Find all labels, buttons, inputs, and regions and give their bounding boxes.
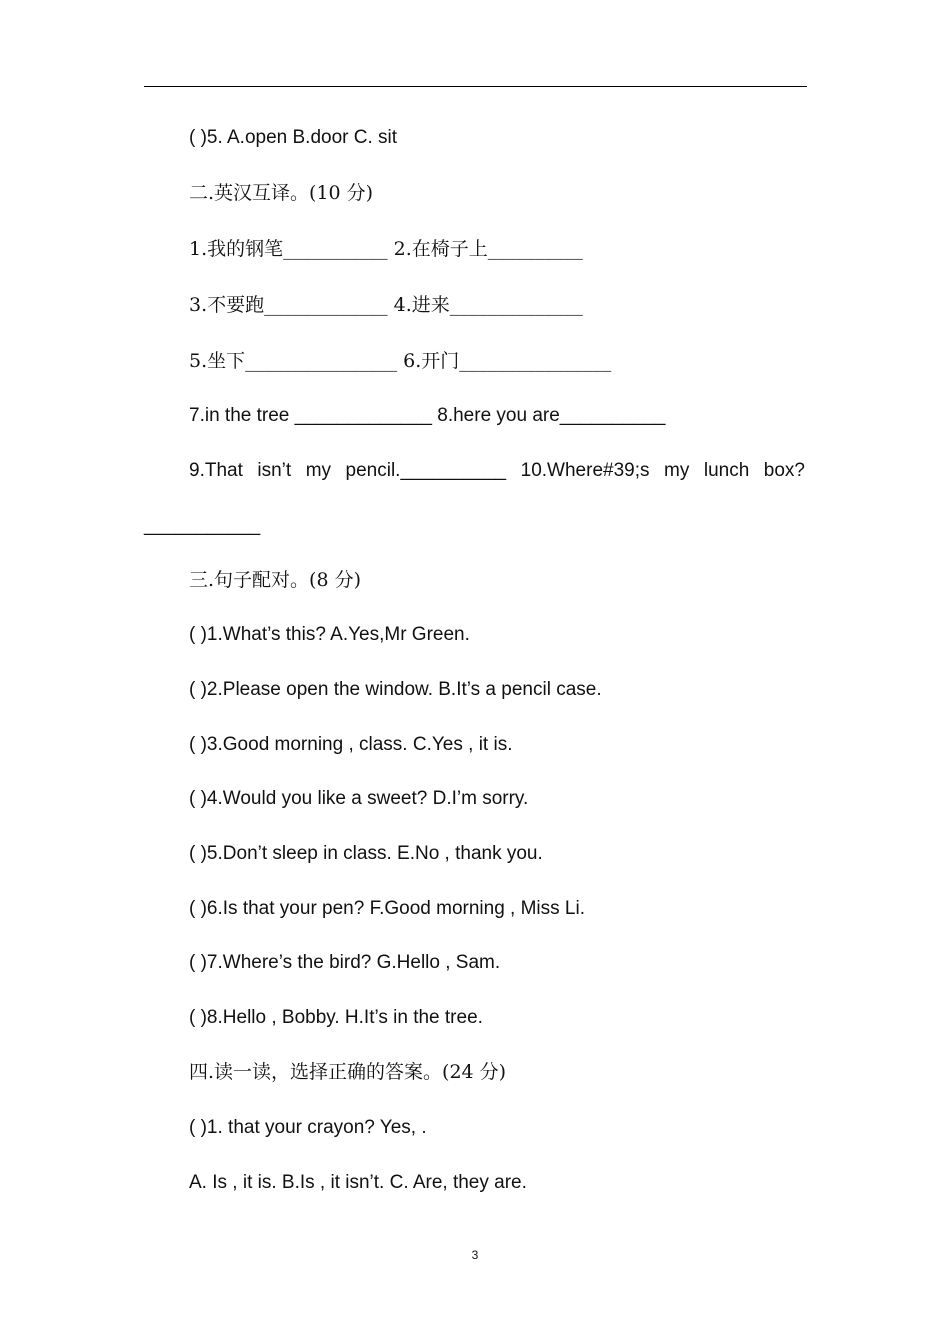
matching-item-7: ( )7.Where’s the bird? G.Hello , Sam.	[189, 952, 501, 973]
section-heading-3: 三.句子配对。(8 分)	[189, 569, 361, 591]
translation-row-1: 1.我的钢笔___________ 2.在椅子上__________	[189, 238, 583, 260]
translation-row-4: 7.in the tree _____________ 8.here you are__________	[189, 405, 666, 426]
matching-item-2: ( )2.Please open the window. B.It’s a pencil case.	[189, 679, 602, 700]
translation-row-5-continued: ___________	[144, 515, 261, 536]
translation-row-3: 5.坐下________________ 6.开门________________	[189, 350, 612, 372]
reading-question-1: ( )1. that your crayon? Yes, .	[189, 1117, 427, 1138]
header-rule	[144, 86, 807, 87]
section-heading-2: 二.英汉互译。(10 分)	[189, 182, 374, 204]
matching-item-8: ( )8.Hello , Bobby. H.It’s in the tree.	[189, 1007, 483, 1028]
matching-item-3: ( )3.Good morning , class. C.Yes , it is.	[189, 734, 513, 755]
question-choice-5: ( )5. A.open B.door C. sit	[189, 127, 398, 148]
section-heading-4: 四.读一读，选择正确的答案。(24 分)	[189, 1061, 507, 1083]
matching-item-5: ( )5.Don’t sleep in class. E.No , thank you.	[189, 843, 543, 864]
matching-item-1: ( )1.What’s this? A.Yes,Mr Green.	[189, 624, 470, 645]
reading-options-1: A. Is , it is. B.Is , it isn’t. C. Are, they are.	[189, 1172, 527, 1193]
matching-item-6: ( )6.Is that your pen? F.Good morning , Miss Li.	[189, 898, 586, 919]
matching-item-4: ( )4.Would you like a sweet? D.I’m sorry.	[189, 788, 529, 809]
translation-row-5: 9.That isn’t my pencil.__________ 10.Where#39;s my lunch box?	[189, 460, 805, 481]
page-number: 3	[471, 1248, 479, 1262]
translation-row-2: 3.不要跑_____________ 4.进来______________	[189, 294, 583, 316]
